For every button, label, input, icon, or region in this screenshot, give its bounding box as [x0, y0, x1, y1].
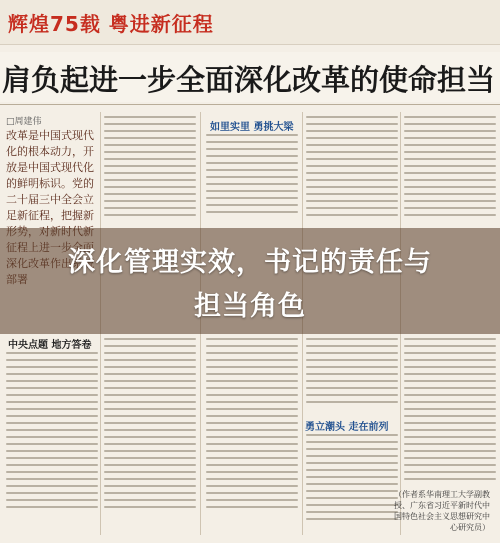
- footnote-text: （作者系华南理工大学副教授、广东省习近平新时代中国特色社会主义思想研究中心研究员）: [394, 490, 490, 532]
- article-headline: [0, 52, 500, 102]
- section-heading-3: 勇立潮头 走在前列: [305, 422, 389, 433]
- lead-text: 改革是中国式现代化的根本动力，开放是中国式现代化的鲜明标识。党的二十届三中全会立足新征程，把握新: [6, 129, 94, 222]
- body-column-3-top: [206, 134, 298, 230]
- body-column-2-bottom: [104, 338, 196, 535]
- overlay-title-line1: 深化管理实效，书记的责任与: [68, 247, 432, 278]
- body-column-4-lower: [306, 434, 398, 534]
- body-column-5-top: [404, 116, 496, 232]
- headline-text: 肩负起进一步全面深化改革的使命担当: [2, 63, 496, 97]
- title-overlay-banner: [0, 228, 500, 334]
- headline-rule: [0, 104, 500, 105]
- body-column-4-bottom: [306, 338, 398, 414]
- section-heading-1: 中央点题 地方答卷: [8, 340, 92, 351]
- newspaper-top-header: [0, 0, 500, 45]
- top-header-title: 辉煌75载 粤进新征程: [8, 12, 214, 36]
- body-column-2-top: [104, 116, 196, 232]
- overlay-title-line2: 担当角色: [194, 291, 306, 322]
- section-heading-2: 如里实里 勇挑大梁: [210, 122, 294, 133]
- body-column-3-bottom: [206, 338, 298, 535]
- body-column-4-top: [306, 116, 398, 232]
- article-byline: □周建伟: [6, 117, 42, 127]
- body-column-5-bottom: [404, 338, 496, 506]
- author-footnote: [390, 489, 490, 533]
- body-column-1-bottom: [6, 352, 98, 535]
